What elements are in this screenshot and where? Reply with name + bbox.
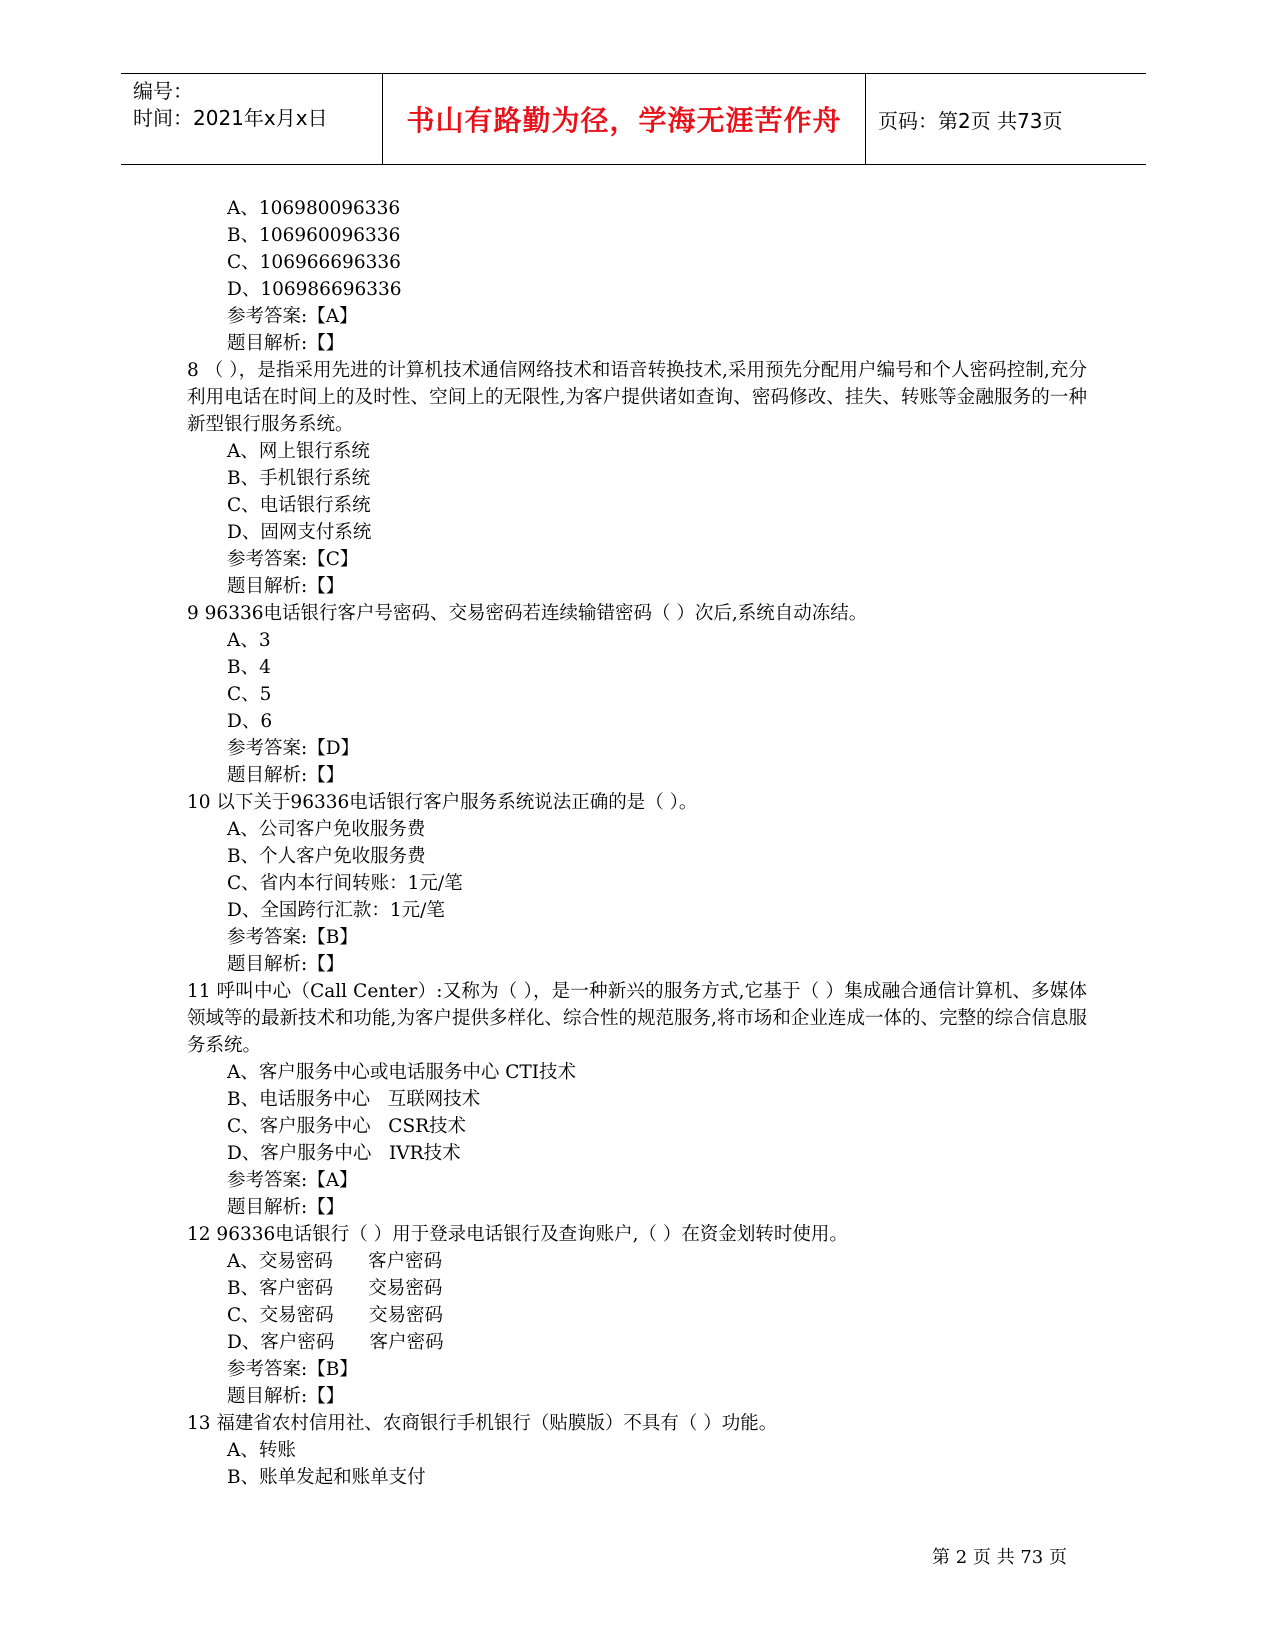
question-line: B、账单发起和账单支付 (227, 1467, 426, 1488)
header-meta (121, 74, 382, 164)
question-line: C、5 (227, 684, 272, 705)
question-line: A、公司客户免收服务费 (227, 819, 426, 840)
document-time: 时间：2021年x月x日 (133, 106, 328, 130)
question-line: B、手机银行系统 (227, 468, 371, 489)
question-line: 题目解析:【】 (227, 576, 345, 597)
question-line: D、106986696336 (227, 279, 402, 300)
question-line: C、客户服务中心 CSR技术 (227, 1116, 467, 1137)
question-line: 题目解析:【】 (227, 333, 345, 354)
question-stem: 12 96336电话银行（ ）用于登录电话银行及查询账户,（ ）在资金划转时使用。 (187, 1224, 848, 1245)
question-line: B、106960096336 (227, 225, 401, 246)
question-line: D、全国跨行汇款：1元/笔 (227, 900, 445, 921)
question-line: A、3 (227, 630, 271, 651)
question-line: 参考答案:【D】 (227, 738, 360, 759)
question-line: D、固网支付系统 (227, 522, 372, 543)
page-footer: 第 2 页 共 73 页 (932, 1547, 1067, 1568)
question-stem: 10 以下关于96336电话银行客户服务系统说法正确的是（ ）。 (187, 792, 698, 813)
question-line: B、4 (227, 657, 271, 678)
question-line: A、106980096336 (227, 198, 401, 219)
header-motto: 书山有路勤为径，学海无涯苦作舟 (382, 74, 866, 164)
question-line: 参考答案:【B】 (227, 927, 358, 948)
question-stem: 9 96336电话银行客户号密码、交易密码若连续输错密码（ ）次后,系统自动冻结。 (187, 603, 868, 624)
question-line: A、交易密码 客户密码 (227, 1251, 443, 1272)
document-number-label: 编号： (133, 79, 193, 103)
question-stem: 13 福建省农村信用社、农商银行手机银行（贴膜版）不具有（ ）功能。 (187, 1413, 778, 1434)
question-line: C、电话银行系统 (227, 495, 371, 516)
question-line: 题目解析:【】 (227, 765, 345, 786)
question-line: D、客户服务中心 IVR技术 (227, 1143, 461, 1164)
question-line: C、交易密码 交易密码 (227, 1305, 443, 1326)
page-header (121, 73, 1146, 165)
question-line: 题目解析:【】 (227, 1197, 345, 1218)
question-line: 参考答案:【B】 (227, 1359, 358, 1380)
question-line: C、106966696336 (227, 252, 401, 273)
question-line: A、客户服务中心或电话服务中心 CTI技术 (227, 1062, 577, 1083)
question-line: C、省内本行间转账：1元/笔 (227, 873, 463, 894)
question-line: B、电话服务中心 互联网技术 (227, 1089, 481, 1110)
question-line: 参考答案:【C】 (227, 549, 359, 570)
question-line: A、转账 (227, 1440, 296, 1461)
question-content (187, 195, 1087, 1491)
question-line: 题目解析:【】 (227, 954, 345, 975)
question-line: B、个人客户免收服务费 (227, 846, 426, 867)
question-stem: 8 （ ），是指采用先进的计算机技术通信网络技术和语音转换技术,采用预先分配用户编号和个人密码控制,充分利用电话在时间上的及时性、空间上的无限性,为客户提供诸如查询、密码修改、挂失、转账等金融服务的一种新型银行服务系统。 (187, 360, 1087, 435)
question-line: 参考答案:【A】 (227, 306, 358, 327)
header-page-info: 页码：第2页 共73页 (878, 108, 1063, 133)
question-line: D、6 (227, 711, 273, 732)
question-line: 题目解析:【】 (227, 1386, 345, 1407)
question-stem: 11 呼叫中心（Call Center）:又称为（ ），是一种新兴的服务方式,它基于（ ）集成融合通信计算机、多媒体领域等的最新技术和功能,为客户提供多样化、综合性的规范服务,将市场和企业连成一体的、完整的综合信息服务系统。 (187, 981, 1087, 1056)
question-line: D、客户密码 客户密码 (227, 1332, 444, 1353)
question-line: 参考答案:【A】 (227, 1170, 358, 1191)
question-line: B、客户密码 交易密码 (227, 1278, 443, 1299)
question-line: A、网上银行系统 (227, 441, 370, 462)
